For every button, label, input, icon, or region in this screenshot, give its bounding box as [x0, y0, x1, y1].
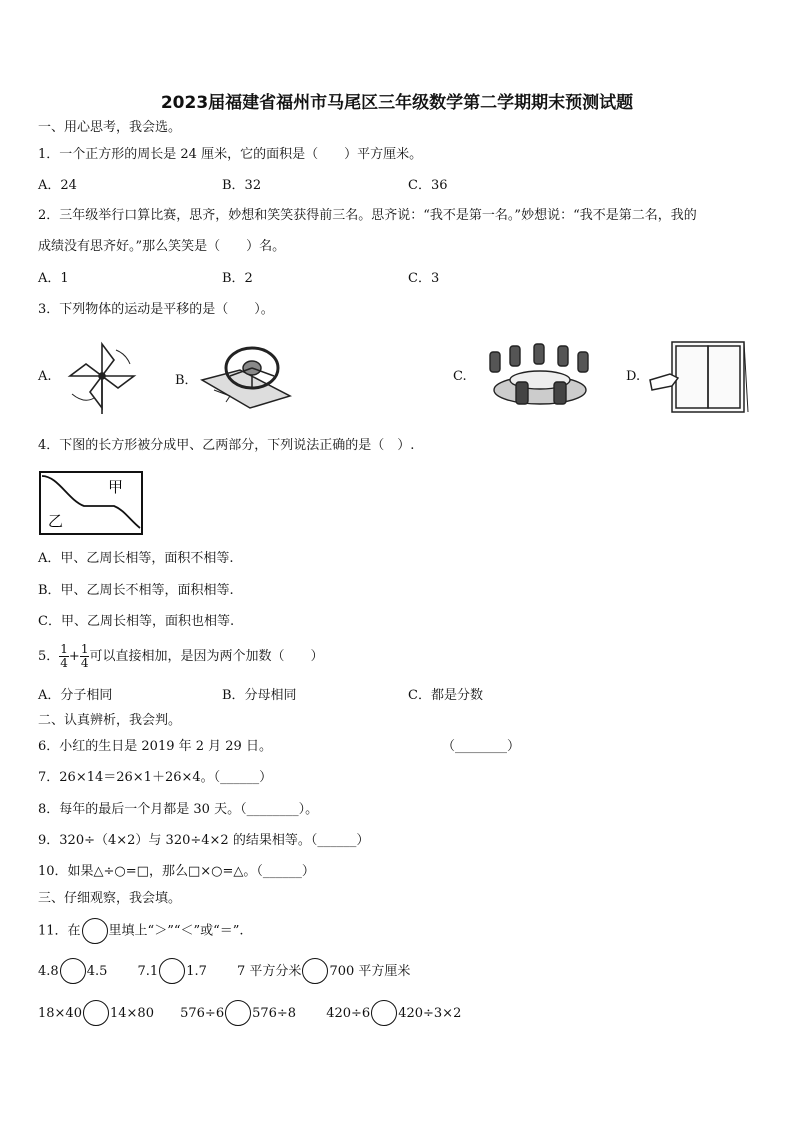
right-value: 700 平方厘米 — [329, 963, 411, 979]
comparison-item — [38, 964, 107, 979]
left-value: 7 平方分米 — [237, 963, 302, 979]
right-value: 576÷8 — [252, 1005, 297, 1021]
option-c[interactable]: C．都是分数 — [408, 688, 483, 703]
comparison-item — [237, 964, 410, 979]
section-heading-1: 一、用心思考，我会选。 — [38, 120, 182, 135]
option-d[interactable]: D. — [626, 369, 641, 384]
question-number: 5． — [38, 649, 60, 664]
question-4: 4．下图的长方形被分成甲、乙两部分，下列说法正确的是（ ）. — [38, 438, 415, 453]
answer-blank[interactable]: （________） — [442, 739, 521, 754]
left-value: 420÷6 — [326, 1005, 371, 1021]
blank-circle[interactable] — [371, 1000, 397, 1026]
left-value: 4.8 — [38, 963, 59, 979]
divided-rectangle-figure — [38, 470, 144, 536]
question-8: 8．每年的最后一个月都是 30 天。（________）。 — [38, 802, 319, 817]
option-b[interactable]: B．分母相同 — [222, 688, 297, 703]
option-c[interactable]: C．甲、乙周长相等，面积也相等. — [38, 614, 235, 629]
question-1: 1．一个正方形的周长是 24 厘米，它的面积是（ ）平方厘米。 — [38, 147, 423, 162]
option-b[interactable]: B． — [175, 373, 198, 388]
right-value: 4.5 — [86, 963, 108, 979]
denominator: 4 — [60, 656, 68, 670]
blank-circle[interactable] — [82, 918, 108, 944]
page-title: 2023届福建省福州市马尾区三年级数学第二学期期末预测试题 — [160, 93, 634, 113]
sliding-window-icon — [648, 338, 752, 414]
option-c[interactable]: C．36 — [408, 178, 448, 193]
option-a[interactable]: A．分子相同 — [38, 688, 113, 703]
blank-circle[interactable] — [60, 958, 86, 984]
section-heading-3: 三、仔细观察，我会填。 — [38, 891, 182, 906]
option-b[interactable]: B．2 — [222, 271, 253, 286]
option-b[interactable]: B．甲、乙周长不相等，面积相等. — [38, 583, 234, 598]
comparison-item — [38, 1006, 154, 1021]
question-2-options — [38, 270, 738, 288]
left-value: 18×40 — [38, 1005, 82, 1021]
option-b[interactable]: B．32 — [222, 178, 262, 193]
question-2-line-1: 2．三年级举行口算比赛，思齐，妙想和笑笑获得前三名。思齐说：“我不是第一名。”妙想说：“我不是第二名，我的 — [38, 208, 697, 223]
question-6: 6．小红的生日是 2019 年 2 月 29 日。 — [38, 739, 272, 754]
option-a[interactable]: A．甲、乙周长相等，面积不相等. — [38, 551, 234, 566]
question-5 — [38, 642, 323, 672]
blank-circle[interactable] — [225, 1000, 251, 1026]
blank-circle[interactable] — [159, 958, 185, 984]
comparison-item — [138, 964, 207, 979]
numerator: 1 — [60, 642, 68, 656]
numerator: 1 — [80, 642, 89, 656]
question-11 — [38, 918, 244, 944]
left-value: 7.1 — [137, 963, 159, 979]
question-10: 10．如果△÷○=□，那么□×○=△。（______） — [38, 864, 315, 879]
option-a[interactable]: A．1 — [38, 271, 69, 286]
question-5-text: 可以直接相加，是因为两个加数（ ） — [89, 649, 324, 664]
question-11-intro: 11．在 — [38, 923, 81, 939]
question-2-line-2: 成绩没有思齐好。”那么笑笑是（ ）名。 — [38, 239, 286, 254]
option-c[interactable]: C．3 — [408, 271, 440, 286]
right-value: 14×80 — [109, 1005, 154, 1021]
blank-circle[interactable] — [302, 958, 328, 984]
comparison-item — [326, 1006, 461, 1021]
option-a[interactable]: A. — [38, 369, 52, 384]
denominator: 4 — [80, 656, 89, 670]
label-yi: 乙 — [48, 512, 64, 530]
comparison-row-1 — [38, 958, 410, 985]
merry-go-round-icon — [476, 340, 604, 412]
plus-sign: + — [68, 649, 80, 664]
right-value: 1.7 — [186, 963, 207, 979]
question-11-intro-rest: 里填上“＞”“＜”或“＝”. — [108, 923, 244, 939]
left-value: 576÷6 — [180, 1005, 225, 1021]
question-9: 9．320÷（4×2）与 320÷4×2 的结果相等。（______） — [38, 833, 370, 848]
right-value: 420÷3×2 — [398, 1005, 462, 1021]
option-a[interactable]: A．24 — [38, 178, 77, 193]
option-c[interactable]: C. — [453, 369, 467, 384]
question-5-options — [38, 687, 738, 705]
question-3: 3．下列物体的运动是平移的是（ ）。 — [38, 302, 274, 317]
question-1-options — [38, 177, 738, 195]
section-heading-2: 二、认真辨析，我会判。 — [38, 713, 182, 728]
comparison-row-2 — [38, 1000, 461, 1027]
pinwheel-icon — [64, 338, 140, 414]
steering-wheel-icon — [200, 340, 292, 410]
fraction — [59, 643, 69, 670]
comparison-item — [180, 1006, 296, 1021]
question-7: 7．26×14＝26×1＋26×4。（______） — [38, 770, 273, 785]
blank-circle[interactable] — [83, 1000, 109, 1026]
label-jia: 甲 — [108, 478, 124, 496]
